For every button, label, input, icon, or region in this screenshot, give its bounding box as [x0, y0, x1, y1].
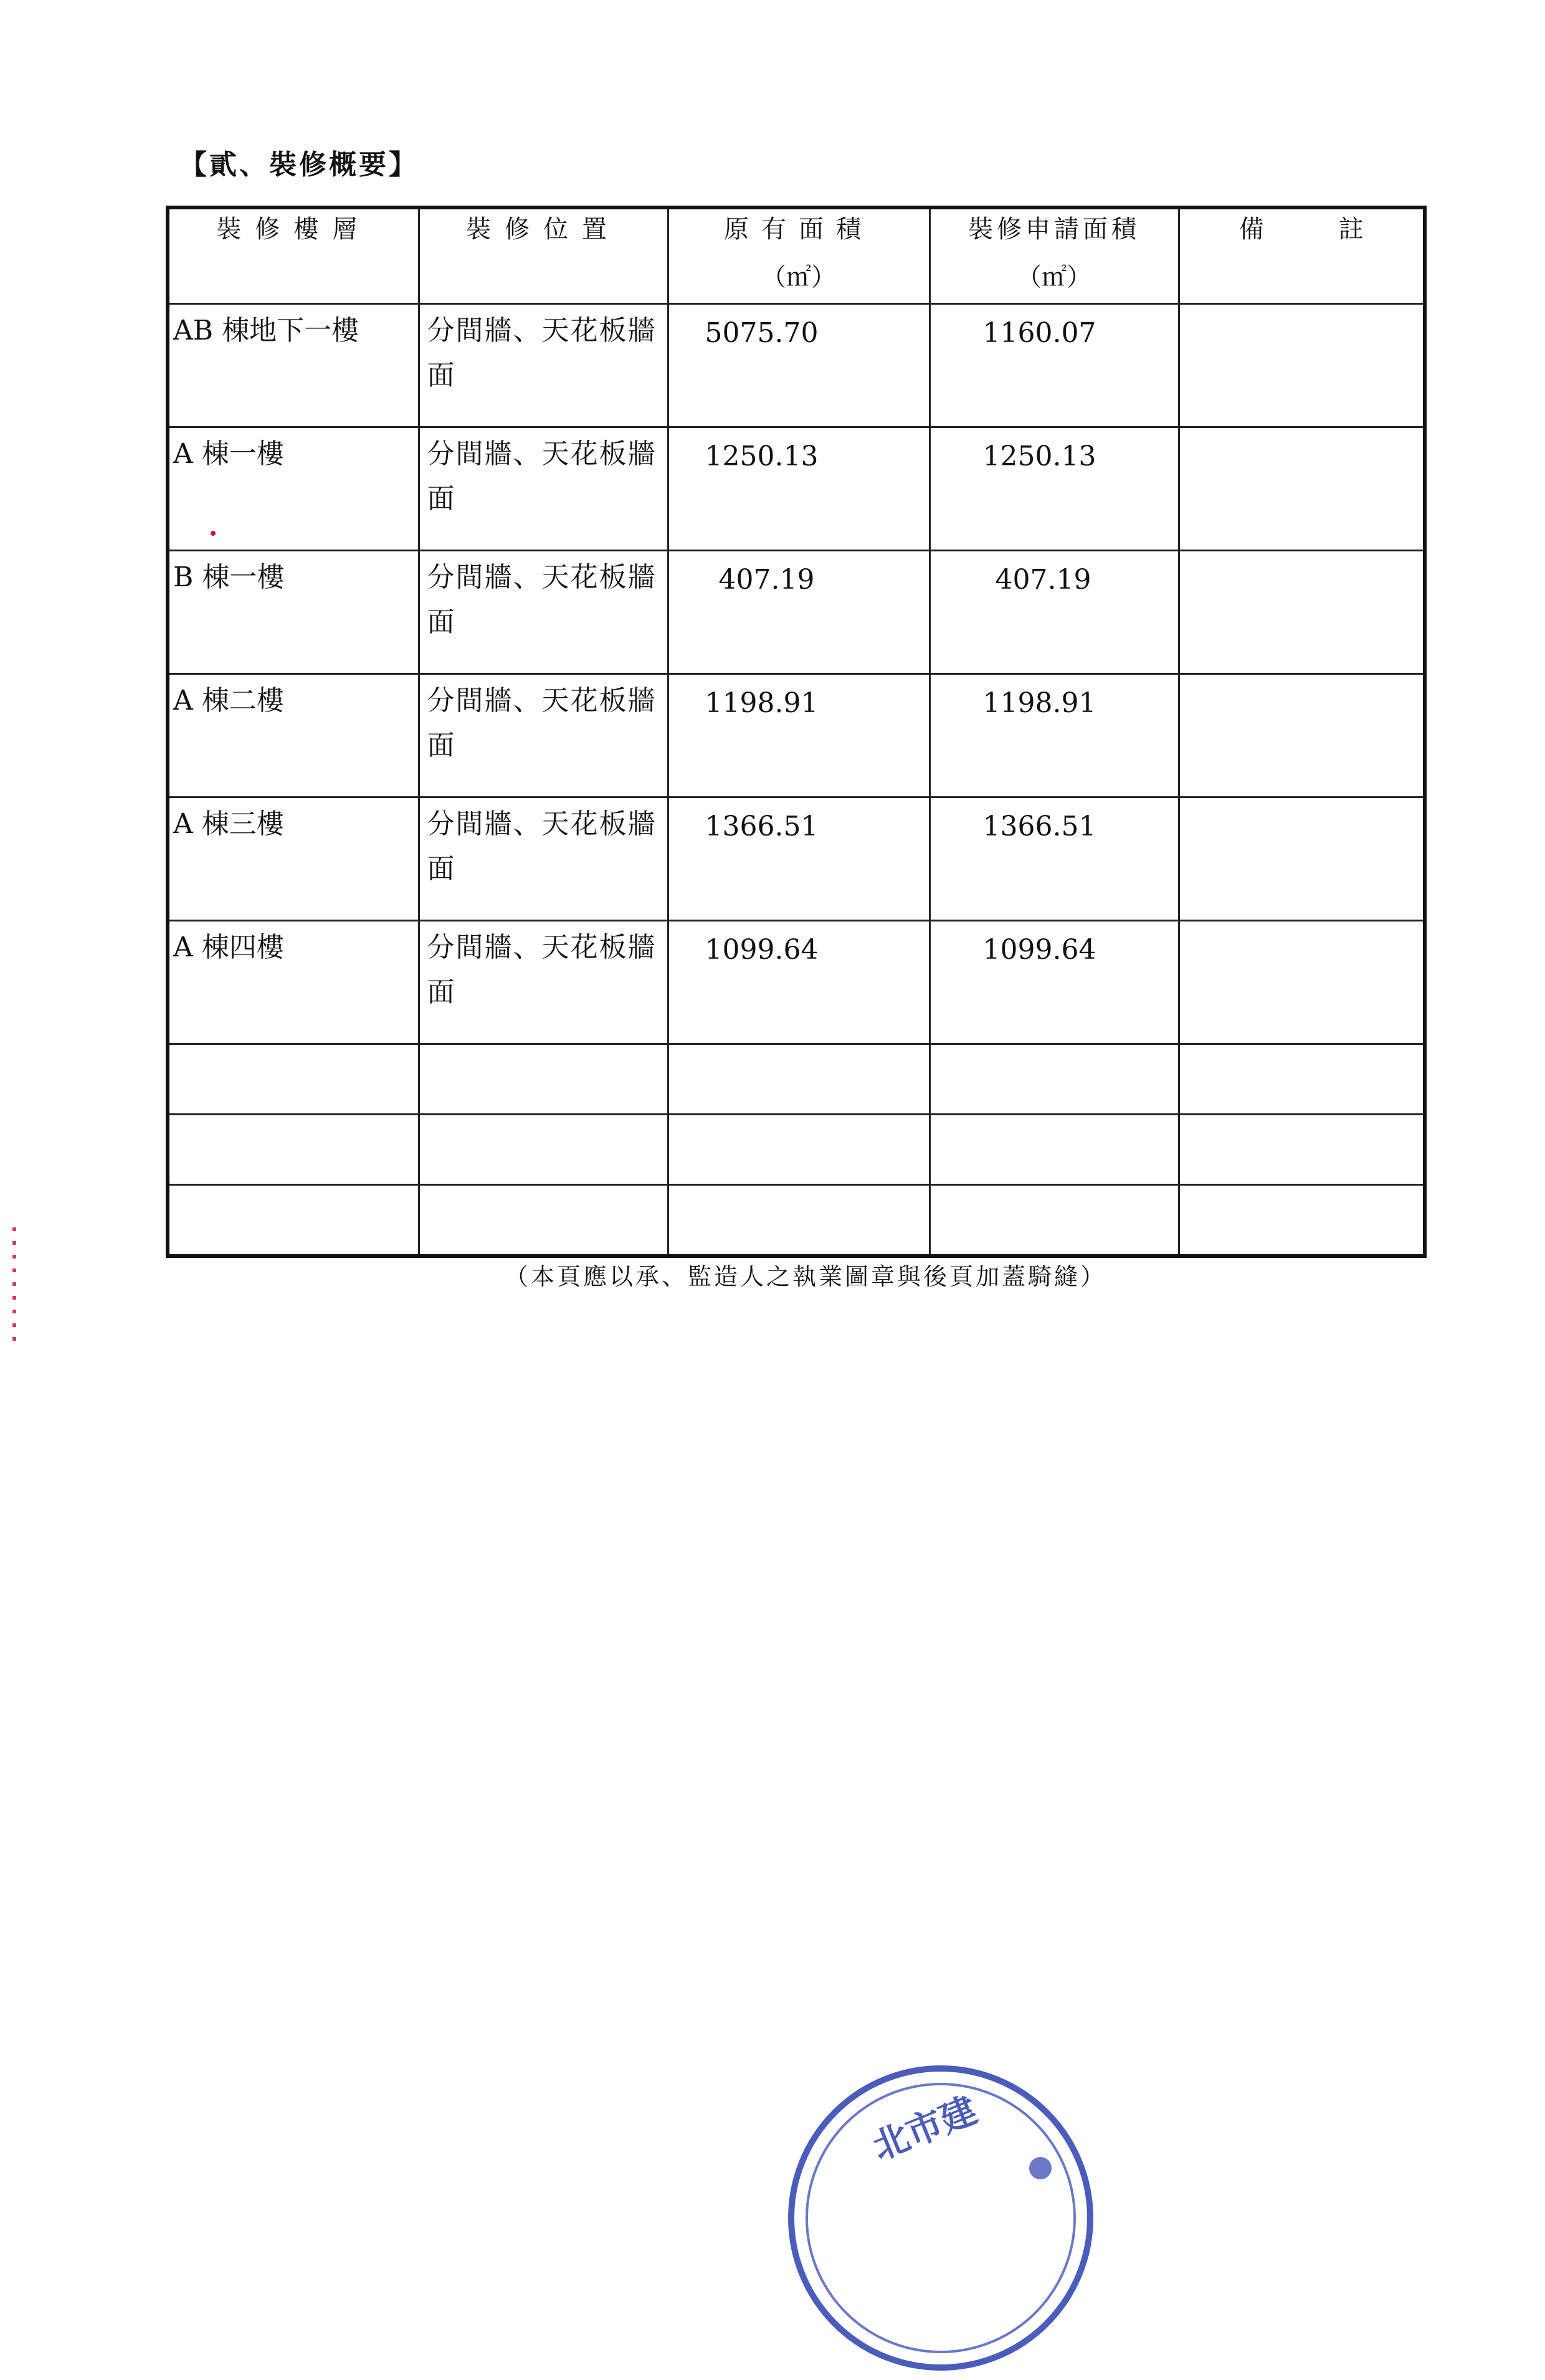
cell-empty: [929, 1185, 1179, 1257]
cell-position: 分間牆、天花板牆面: [419, 674, 668, 797]
cell-empty: [168, 1044, 419, 1115]
cell-empty: [419, 1185, 668, 1257]
scan-edge-marks: [12, 1227, 16, 1346]
cell-floor: A 棟四樓: [168, 921, 419, 1044]
cell-note: [1179, 921, 1425, 1044]
cell-note: [1179, 674, 1425, 797]
original-area-value: 407.19: [718, 564, 815, 596]
cell-empty: [419, 1115, 668, 1185]
cell-position: 分間牆、天花板牆面: [419, 797, 668, 921]
cell-position: 分間牆、天花板牆面: [419, 304, 668, 427]
table-row: [168, 921, 1425, 1044]
table-row-empty: [168, 1185, 1425, 1257]
cell-empty: [168, 1115, 419, 1185]
apply-area-value: 407.19: [995, 564, 1091, 596]
cell-original-area: [668, 427, 929, 551]
cell-floor: A 棟二樓: [168, 674, 419, 797]
cell-empty: [929, 1115, 1179, 1185]
original-area-value: 1099.64: [705, 934, 819, 966]
cell-apply-area: [929, 797, 1179, 921]
header-note-a: 備: [1238, 215, 1264, 244]
cell-floor: A 棟三樓: [168, 797, 419, 921]
header-floor: 裝修樓層: [168, 207, 419, 304]
header-apply-area-unit: （㎡）: [1017, 263, 1091, 292]
header-apply-area-label: 裝修申請面積: [968, 215, 1140, 244]
original-area-value: 5075.70: [705, 317, 819, 349]
cell-empty: [1179, 1185, 1425, 1257]
cell-apply-area: [929, 921, 1179, 1044]
header-note-b: 註: [1338, 215, 1364, 244]
table-row: [168, 797, 1425, 921]
cell-original-area: [668, 797, 929, 921]
header-note: [1179, 207, 1425, 304]
cell-apply-area: [929, 304, 1179, 427]
apply-area-value: 1250.13: [982, 440, 1096, 472]
table-row: [168, 304, 1425, 427]
renovation-summary-table: [166, 206, 1427, 1258]
cell-position: 分間牆、天花板牆面: [419, 921, 668, 1044]
cell-apply-area: [929, 674, 1179, 797]
header-position: 裝修位置: [419, 207, 668, 304]
cell-note: [1179, 551, 1425, 674]
footnote: （本頁應以承、監造人之執業圖章與後頁加蓋騎縫）: [505, 1263, 1107, 1290]
cell-empty: [929, 1044, 1179, 1115]
original-area-value: 1366.51: [705, 811, 819, 842]
apply-area-value: 1198.91: [982, 687, 1096, 719]
cell-note: [1179, 427, 1425, 551]
table-row: [168, 674, 1425, 797]
cell-note: [1179, 304, 1425, 427]
section-title: 【貳、裝修概要】: [179, 149, 419, 181]
apply-area-value: 1099.64: [982, 934, 1096, 966]
header-original-area-unit: （㎡）: [761, 263, 836, 292]
svg-text:北市建: 北市建: [866, 2088, 983, 2169]
apply-area-value: 1366.51: [982, 811, 1096, 842]
cell-note: [1179, 797, 1425, 921]
cell-empty: [1179, 1044, 1425, 1115]
cell-original-area: [668, 304, 929, 427]
table-header-row: [168, 207, 1425, 304]
original-area-value: 1250.13: [705, 440, 819, 472]
header-original-area-label: 原有面積: [724, 215, 873, 244]
table-row: [168, 551, 1425, 674]
table-row: [168, 427, 1425, 551]
cell-original-area: [668, 674, 929, 797]
cell-floor: AB 棟地下一樓: [168, 304, 419, 427]
official-seal: [779, 2056, 1103, 2380]
cell-position: 分間牆、天花板牆面: [419, 551, 668, 674]
header-original-area: [668, 207, 929, 304]
cell-position: 分間牆、天花板牆面: [419, 427, 668, 551]
cell-empty: [668, 1044, 929, 1115]
table-row-empty: [168, 1044, 1425, 1115]
cell-floor: A 棟一樓: [168, 427, 419, 551]
apply-area-value: 1160.07: [982, 317, 1096, 349]
table-row-empty: [168, 1115, 1425, 1185]
cell-original-area: [668, 551, 929, 674]
ink-mark: [211, 531, 216, 536]
cell-apply-area: [929, 551, 1179, 674]
cell-empty: [168, 1185, 419, 1257]
cell-floor: B 棟一樓: [168, 551, 419, 674]
cell-apply-area: [929, 427, 1179, 551]
cell-empty: [419, 1044, 668, 1115]
cell-empty: [668, 1185, 929, 1257]
cell-empty: [1179, 1115, 1425, 1185]
cell-original-area: [668, 921, 929, 1044]
header-apply-area: [929, 207, 1179, 304]
cell-empty: [668, 1115, 929, 1185]
original-area-value: 1198.91: [705, 687, 819, 719]
